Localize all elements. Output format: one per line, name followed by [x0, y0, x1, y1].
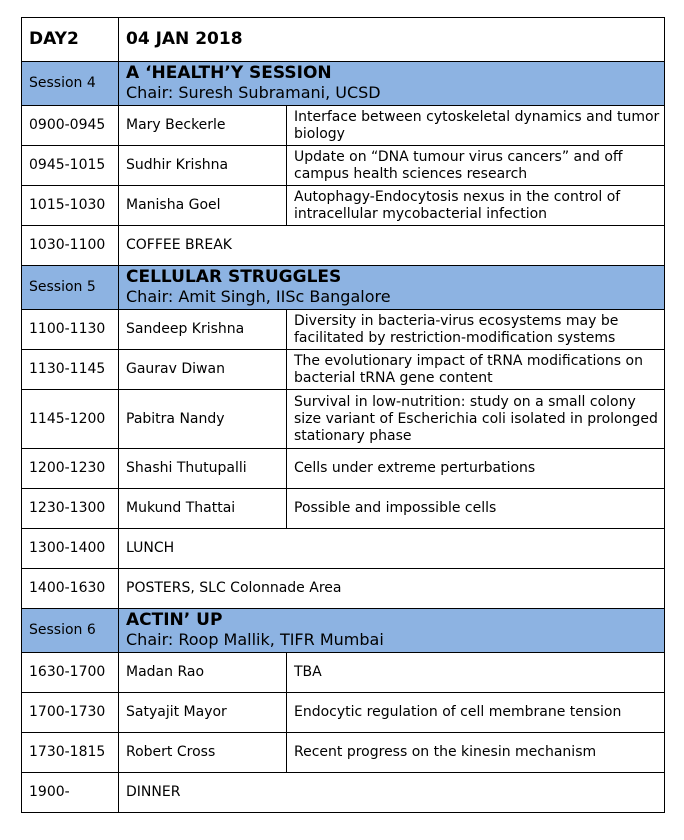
talk-row	[22, 390, 665, 449]
talk-row	[22, 489, 665, 529]
session-title-cell	[119, 609, 665, 653]
talk-speaker: Gaurav Diwan	[119, 350, 287, 390]
talk-speaker: Shashi Thutupalli	[119, 449, 287, 489]
talk-speaker: Mukund Thattai	[119, 489, 287, 529]
talk-row	[22, 146, 665, 186]
break-time: 1900-	[22, 773, 119, 813]
talk-speaker: Madan Rao	[119, 653, 287, 693]
talk-row	[22, 653, 665, 693]
day-label: DAY2	[22, 18, 119, 62]
session-title-cell	[119, 62, 665, 106]
session-title: A ‘HEALTH’Y SESSION	[126, 63, 332, 83]
break-label: DINNER	[119, 773, 665, 813]
session-title-cell	[119, 266, 665, 310]
talk-row	[22, 449, 665, 489]
break-label: COFFEE BREAK	[119, 226, 665, 266]
session-label: Session 5	[22, 266, 119, 310]
talk-topic: Recent progress on the kinesin mechanism	[287, 733, 665, 773]
talk-speaker: Sudhir Krishna	[119, 146, 287, 186]
talk-time: 0900-0945	[22, 106, 119, 146]
talk-topic: Update on “DNA tumour virus cancers” and off campus health sciences research	[287, 146, 665, 186]
talk-topic: Interface between cytoskeletal dynamics and tumor biology	[287, 106, 665, 146]
talk-time: 1700-1730	[22, 693, 119, 733]
session-chair: Chair: Amit Singh, IISc Bangalore	[126, 287, 391, 306]
break-row	[22, 569, 665, 609]
talk-time: 1100-1130	[22, 310, 119, 350]
talk-topic: The evolutionary impact of tRNA modifications on bacterial tRNA gene content	[287, 350, 665, 390]
break-label: POSTERS, SLC Colonnade Area	[119, 569, 665, 609]
talk-row	[22, 186, 665, 226]
talk-time: 0945-1015	[22, 146, 119, 186]
talk-topic: Autophagy-Endocytosis nexus in the control of intracellular mycobacterial infection	[287, 186, 665, 226]
talk-speaker: Satyajit Mayor	[119, 693, 287, 733]
talk-topic: Survival in low-nutrition: study on a small colony size variant of Escherichia coli isolated in prolonged stationary phase	[287, 390, 665, 449]
talk-time: 1200-1230	[22, 449, 119, 489]
talk-row	[22, 733, 665, 773]
talk-time: 1630-1700	[22, 653, 119, 693]
break-row	[22, 773, 665, 813]
break-time: 1030-1100	[22, 226, 119, 266]
talk-topic: Endocytic regulation of cell membrane tension	[287, 693, 665, 733]
talk-row	[22, 350, 665, 390]
break-row	[22, 226, 665, 266]
session-label: Session 6	[22, 609, 119, 653]
day-date: 04 JAN 2018	[119, 18, 665, 62]
talk-time: 1130-1145	[22, 350, 119, 390]
talk-time: 1145-1200	[22, 390, 119, 449]
session-header-row	[22, 62, 665, 106]
talk-topic: Possible and impossible cells	[287, 489, 665, 529]
session-label: Session 4	[22, 62, 119, 106]
talk-time: 1015-1030	[22, 186, 119, 226]
session-title: CELLULAR STRUGGLES	[126, 267, 342, 287]
talk-time: 1230-1300	[22, 489, 119, 529]
talk-topic: TBA	[287, 653, 665, 693]
talk-row	[22, 106, 665, 146]
talk-topic: Cells under extreme perturbations	[287, 449, 665, 489]
session-chair: Chair: Suresh Subramani, UCSD	[126, 83, 381, 102]
schedule-table	[21, 17, 665, 813]
talk-row	[22, 310, 665, 350]
break-row	[22, 529, 665, 569]
talk-topic: Diversity in bacteria-virus ecosystems may be facilitated by restriction-modification systems	[287, 310, 665, 350]
talk-speaker: Mary Beckerle	[119, 106, 287, 146]
break-time: 1400-1630	[22, 569, 119, 609]
talk-time: 1730-1815	[22, 733, 119, 773]
break-label: LUNCH	[119, 529, 665, 569]
talk-row	[22, 693, 665, 733]
session-header-row	[22, 266, 665, 310]
day-header-row	[22, 18, 665, 62]
session-chair: Chair: Roop Mallik, TIFR Mumbai	[126, 630, 384, 649]
talk-speaker: Robert Cross	[119, 733, 287, 773]
talk-speaker: Sandeep Krishna	[119, 310, 287, 350]
session-header-row	[22, 609, 665, 653]
talk-speaker: Manisha Goel	[119, 186, 287, 226]
session-title: ACTIN’ UP	[126, 610, 223, 630]
break-time: 1300-1400	[22, 529, 119, 569]
talk-speaker: Pabitra Nandy	[119, 390, 287, 449]
